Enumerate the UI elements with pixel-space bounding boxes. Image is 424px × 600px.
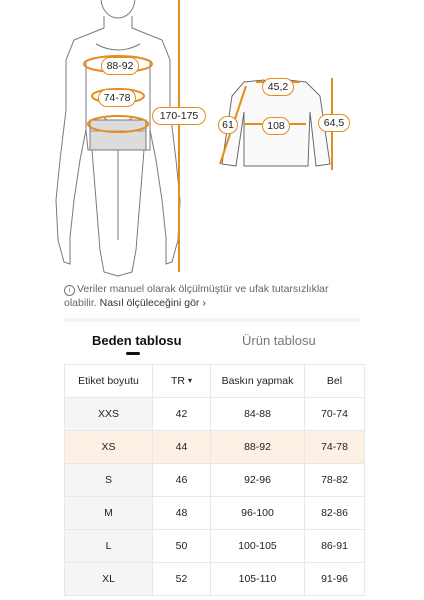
sleeve-measure-label: 61	[218, 116, 238, 134]
table-row	[65, 464, 365, 497]
header-chest: Baskın yapmak	[211, 365, 305, 398]
how-to-measure-link-text[interactable]: Nasıl ölçüleceğini gör	[99, 297, 200, 309]
row-waist: 86-91	[305, 530, 365, 563]
chest-measure-label: 88-92	[101, 57, 139, 75]
header-label-size: Etiket boyutu	[65, 365, 153, 398]
header-tr[interactable]	[153, 365, 211, 398]
row-waist: 91-96	[305, 563, 365, 596]
row-tr: 52	[153, 563, 211, 596]
measurement-diagram	[0, 0, 424, 282]
chevron-right-icon: ›	[202, 297, 206, 309]
row-chest: 96-100	[211, 497, 305, 530]
row-label: XL	[65, 563, 153, 596]
section-divider	[64, 318, 360, 322]
row-waist: 78-82	[305, 464, 365, 497]
header-waist: Bel	[305, 365, 365, 398]
active-tab-indicator	[126, 352, 140, 355]
measurement-note	[64, 282, 360, 310]
size-tabs	[64, 328, 360, 358]
table-row	[65, 530, 365, 563]
row-tr: 48	[153, 497, 211, 530]
row-waist: 82-86	[305, 497, 365, 530]
how-to-measure-link[interactable]	[100, 297, 206, 309]
row-tr: 50	[153, 530, 211, 563]
height-measure-label: 170-175	[152, 107, 206, 125]
row-waist: 70-74	[305, 398, 365, 431]
row-tr: 44	[153, 431, 211, 464]
table-row	[65, 563, 365, 596]
row-label: XS	[65, 431, 153, 464]
waist-measure-label: 74-78	[98, 89, 136, 107]
note-text: Veriler manuel olarak ölçülmüştür ve ufak tutarsızlıklar olabilir.	[64, 283, 329, 309]
row-chest: 84-88	[211, 398, 305, 431]
tab-product-chart[interactable]: Ürün tablosu	[242, 333, 316, 348]
row-chest: 92-96	[211, 464, 305, 497]
row-chest: 100-105	[211, 530, 305, 563]
header-tr-text: TR	[170, 375, 185, 387]
body-figure-illustration	[0, 0, 424, 282]
row-tr: 46	[153, 464, 211, 497]
row-label: L	[65, 530, 153, 563]
row-waist: 74-78	[305, 431, 365, 464]
row-chest: 88-92	[211, 431, 305, 464]
chevron-down-icon: ▾	[187, 376, 192, 385]
shoulder-measure-label: 45,2	[262, 78, 294, 96]
tab-size-chart[interactable]: Beden tablosu	[92, 333, 182, 348]
chest-width-measure-label: 108	[262, 117, 290, 135]
row-label: S	[65, 464, 153, 497]
row-chest: 105-110	[211, 563, 305, 596]
table-header-row	[65, 365, 365, 398]
info-icon: i	[64, 285, 75, 296]
table-row	[65, 398, 365, 431]
row-label: M	[65, 497, 153, 530]
size-table	[64, 364, 365, 596]
shorts-shape	[90, 120, 146, 150]
row-label: XXS	[65, 398, 153, 431]
table-row	[65, 497, 365, 530]
row-tr: 42	[153, 398, 211, 431]
length-measure-label: 64,5	[318, 114, 350, 132]
table-row-selected	[65, 431, 365, 464]
